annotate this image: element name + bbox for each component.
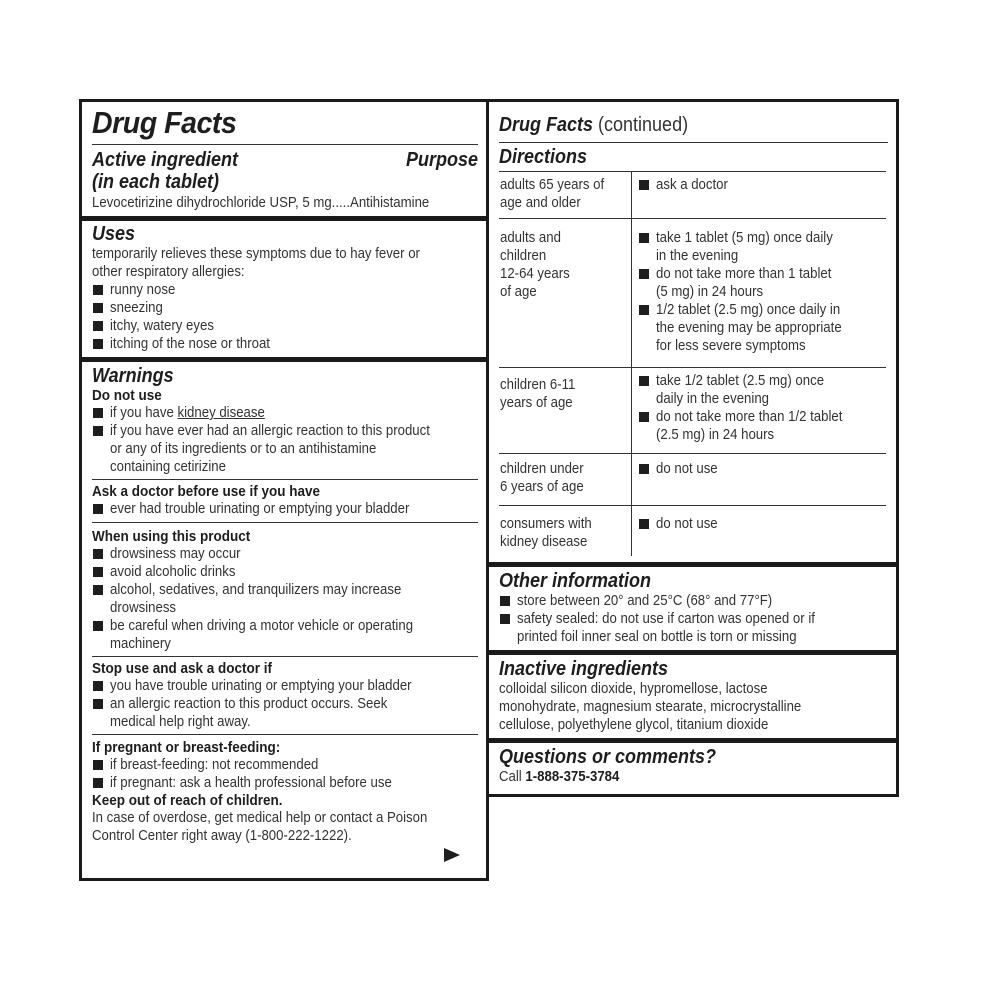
divider xyxy=(92,656,478,657)
ask-doctor-heading: Ask a doctor before use if you have xyxy=(92,483,321,500)
keep-out-heading: Keep out of reach of children. xyxy=(92,792,283,809)
list-item: take 1/2 tablet (2.5 mg) once daily in the evening xyxy=(638,372,886,408)
list-item: be careful when driving a motor vehicle or operating machinery xyxy=(92,617,478,653)
drug-facts-label xyxy=(79,99,899,881)
divider xyxy=(92,522,478,523)
list-item: do not take more than 1/2 tablet (2.5 mg) in 24 hours xyxy=(638,408,886,444)
list-item: itchy, watery eyes xyxy=(92,317,478,335)
list-item: if breast-feeding: not recommended xyxy=(92,756,478,774)
uses-intro: other respiratory allergies: xyxy=(92,263,245,280)
list-item: alcohol, sedatives, and tranquilizers may increase drowsiness xyxy=(92,581,478,617)
divider xyxy=(92,734,478,735)
list-item: sneezing xyxy=(92,299,478,317)
list-item: store between 20° and 25°C (68° and 77°F) xyxy=(499,592,888,610)
questions-section xyxy=(489,738,896,790)
table-row: adults and children 12-64 years of age take 1 tablet (5 mg) once daily in the evening do not take more than 1 tablet (5 mg) in 24 hours 1/2 tablet (2.5 mg) once daily in the evening may be appropriate for less severe symptoms xyxy=(499,218,886,367)
overdose-text: In case of overdose, get medical help or contact a Poison xyxy=(92,809,428,826)
when-using-heading: When using this product xyxy=(92,528,251,545)
warnings-section xyxy=(82,357,486,875)
list-item: runny nose xyxy=(92,281,478,299)
do-not-use-heading: Do not use xyxy=(92,387,162,404)
table-row: adults 65 years of age and older ask a doctor xyxy=(499,171,886,218)
uses-heading: Uses xyxy=(92,223,136,245)
page-title: Drug Facts xyxy=(92,105,237,140)
divider xyxy=(92,479,478,480)
continued-label: (continued) xyxy=(593,114,689,136)
list-item: drowsiness may occur xyxy=(92,545,478,563)
other-info-section xyxy=(489,562,896,650)
list-item: do not use xyxy=(638,460,886,478)
call-line: Call 1-888-375-3784 xyxy=(499,768,620,785)
questions-heading: Questions or comments? xyxy=(499,746,717,768)
table-row: children 6-11 years of age take 1/2 tablet (2.5 mg) once daily in the evening do not take more than 1/2 tablet (2.5 mg) in 24 hours xyxy=(499,367,886,453)
stop-use-heading: Stop use and ask a doctor if xyxy=(92,660,273,677)
divider xyxy=(499,142,888,143)
continued-header xyxy=(489,102,896,168)
list-item: itching of the nose or throat xyxy=(92,335,478,353)
phone-number: 1-888-375-3784 xyxy=(525,768,620,785)
table-row: consumers with kidney disease do not use xyxy=(499,505,886,556)
right-panel xyxy=(486,99,899,797)
purpose-heading: Purpose xyxy=(405,149,478,171)
directions-table xyxy=(489,171,896,556)
list-item: if you have ever had an allergic reaction to this product or any of its ingredients or to an antihistamine containing cetirizine xyxy=(92,422,478,476)
other-info-heading: Other information xyxy=(499,570,652,592)
list-item: if you have kidney disease xyxy=(92,404,478,422)
active-ingredient-subheading: (in each tablet) xyxy=(92,171,220,193)
left-panel xyxy=(79,99,489,881)
header-section xyxy=(82,102,486,216)
list-item: you have trouble urinating or emptying your bladder xyxy=(92,677,478,695)
list-item: an allergic reaction to this product occurs. Seek medical help right away. xyxy=(92,695,478,731)
ingredient-line: Levocetirizine dihydrochloride USP, 5 mg.....Antihistamine xyxy=(92,194,430,211)
inactive-heading: Inactive ingredients xyxy=(499,658,669,680)
list-item: safety sealed: do not use if carton was opened or if printed foil inner seal on bottle is torn or missing xyxy=(499,610,888,646)
table-row: children under 6 years of age do not use xyxy=(499,453,886,505)
uses-intro: temporarily relieves these symptoms due to hay fever or xyxy=(92,245,420,262)
list-item: 1/2 tablet (2.5 mg) once daily in the evening may be appropriate for less severe symptoms xyxy=(638,301,886,355)
right-arrow-icon xyxy=(444,848,460,862)
list-item: do not take more than 1 tablet (5 mg) in 24 hours xyxy=(638,265,886,301)
list-item: ask a doctor xyxy=(638,176,886,194)
uses-section xyxy=(82,216,486,357)
overdose-text: Control Center right away (1-800-222-1222). xyxy=(92,827,352,844)
divider xyxy=(92,144,478,145)
list-item: take 1 tablet (5 mg) once daily in the evening xyxy=(638,229,886,265)
active-ingredient-heading: Active ingredient xyxy=(92,149,239,171)
list-item: if pregnant: ask a health professional before use xyxy=(92,774,478,792)
warnings-heading: Warnings xyxy=(92,365,174,387)
inactive-section: Inactive ingredients colloidal silicon dioxide, hypromellose, lactose monohydrate, magnesium stearate, microcrystalline cellulose, polyethylene glycol, titanium dioxide xyxy=(489,650,896,738)
list-item: do not use xyxy=(638,515,886,533)
list-item: ever had trouble urinating or emptying your bladder xyxy=(92,500,478,518)
list-item: avoid alcoholic drinks xyxy=(92,563,478,581)
kidney-disease-underline: kidney disease xyxy=(177,404,265,421)
continued-title: Drug Facts xyxy=(499,114,594,136)
directions-heading: Directions xyxy=(499,146,588,168)
pregnant-heading: If pregnant or breast-feeding: xyxy=(92,739,281,756)
